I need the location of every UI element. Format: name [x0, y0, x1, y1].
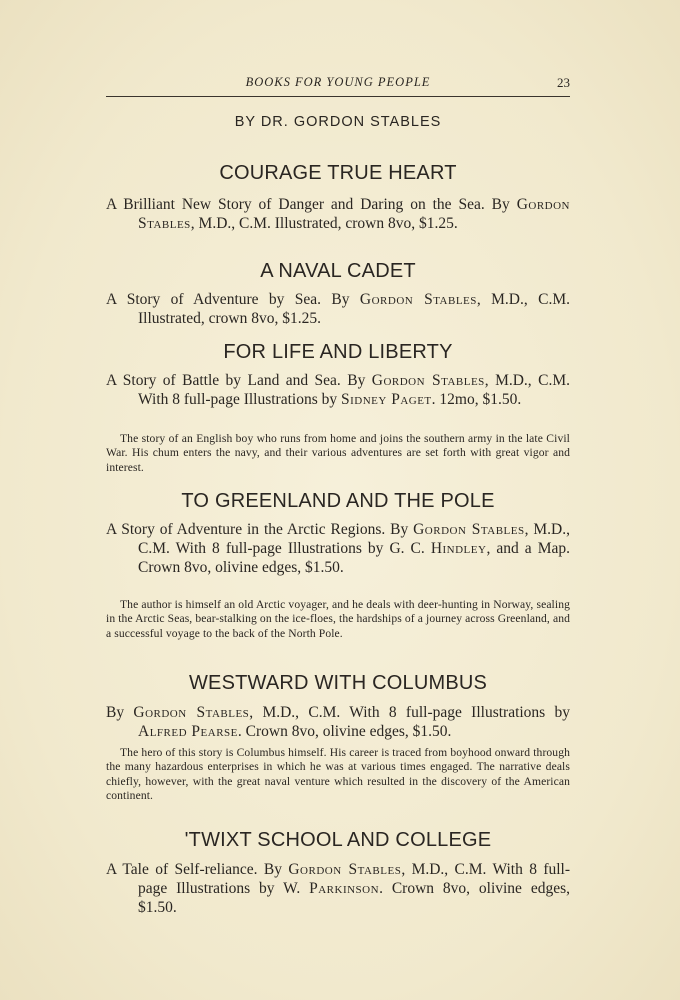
entry-text: , M.D., C.M. With 8 full-page Illustrations by [138, 372, 570, 408]
entry-text: A Brilliant New Story of Danger and Daring on the Sea. By [106, 196, 517, 213]
book-title-a-naval-cadet: A NAVAL CADET [260, 260, 416, 282]
entry-author: Gordon Stables [288, 861, 402, 878]
entry-text: . 12mo, $1.50. [431, 391, 522, 408]
entry-author: Gordon Stables [133, 704, 250, 721]
book-title-courage-true-heart: COURAGE TRUE HEART [219, 162, 457, 184]
book-entry-to-greenland-and-the-pole [106, 520, 570, 577]
book-title-for-life-and-liberty: FOR LIFE AND LIBERTY [223, 341, 453, 363]
entry-author: Gordon Stables [359, 291, 477, 308]
entry-text: , and a Map. Crown 8vo, olivine edges, $1.50. [138, 540, 570, 576]
entry-text: A Story of Adventure in the Arctic Regions. By [106, 521, 414, 538]
book-title-westward-with-columbus: WESTWARD WITH COLUMBUS [188, 672, 488, 694]
entry-text: . Crown 8vo, olivine edges, $1.50. [237, 723, 452, 740]
running-head [106, 75, 570, 93]
entry-text: , M.D., C.M. Illustrated, crown 8vo, $1.25. [190, 215, 458, 232]
entry-author: Gordon Stables [138, 196, 570, 232]
book-blurb-to-greenland-and-the-pole: The author is himself an old Arctic voyager, and he deals with deer-hunting in Norway, sealing in the Arctic Seas, bear-stalking on the ice-floes, the hardships of a journey across Greenland, and a successful voyage to the back of the North Pole. [106, 598, 570, 640]
entry-illustrator: Hindley [430, 540, 487, 557]
header-rule [106, 96, 570, 97]
entry-author: Gordon Stables [413, 521, 525, 538]
book-title-to-greenland-and-the-pole: TO GREENLAND AND THE POLE [181, 490, 495, 512]
book-entry-a-naval-cadet [106, 290, 570, 328]
entry-text: , M.D., C.M. Illustrated, crown 8vo, $1.25. [138, 291, 570, 327]
entry-author: Gordon Stables [371, 372, 485, 389]
entry-text: , M.D., C.M. With 8 full-page Illustrations by G. C. [138, 521, 570, 557]
entry-text: A Tale of Self-reliance. By [106, 861, 289, 878]
entry-text: A Story of Adventure by Sea. By [106, 291, 360, 308]
entry-illustrator: Parkinson [309, 880, 380, 897]
book-blurb-westward-with-columbus: The hero of this story is Columbus himself. His career is traced from boyhood onward through the many hazardous enterprises in which he was at various times engaged. The narrative deals chiefly, however, with the great naval venture which resulted in the discovery of the American continent. [106, 746, 570, 803]
author-heading: BY DR. GORDON STABLES [234, 114, 442, 130]
entry-illustrator: Sidney Paget [341, 391, 432, 408]
running-title: BOOKS FOR YOUNG PEOPLE [245, 75, 431, 89]
entry-text: , M.D., C.M. With 8 full-page Illustrations by W. [138, 861, 570, 897]
entry-text: By [106, 704, 134, 721]
entry-illustrator: Alfred Pearse [138, 723, 238, 740]
entry-text: . Crown 8vo, olivine edges, $1.50. [138, 880, 570, 916]
book-entry-for-life-and-liberty [106, 371, 570, 409]
book-title-twixt-school-and-college: 'TWIXT SCHOOL AND COLLEGE [184, 829, 492, 851]
book-entry-westward-with-columbus [106, 703, 570, 741]
entry-text: , M.D., C.M. With 8 full-page Illustrations by [249, 704, 571, 721]
page-number: 23 [557, 75, 570, 90]
book-blurb-for-life-and-liberty: The story of an English boy who runs from home and joins the southern army in the late Civil War. His chum enters the navy, and their various adventures are set forth with great vigor and interest. [106, 432, 570, 474]
entry-text: A Story of Battle by Land and Sea. By [106, 372, 372, 389]
book-entry-courage-true-heart [106, 195, 570, 233]
book-entry-twixt-school-and-college [106, 860, 570, 917]
